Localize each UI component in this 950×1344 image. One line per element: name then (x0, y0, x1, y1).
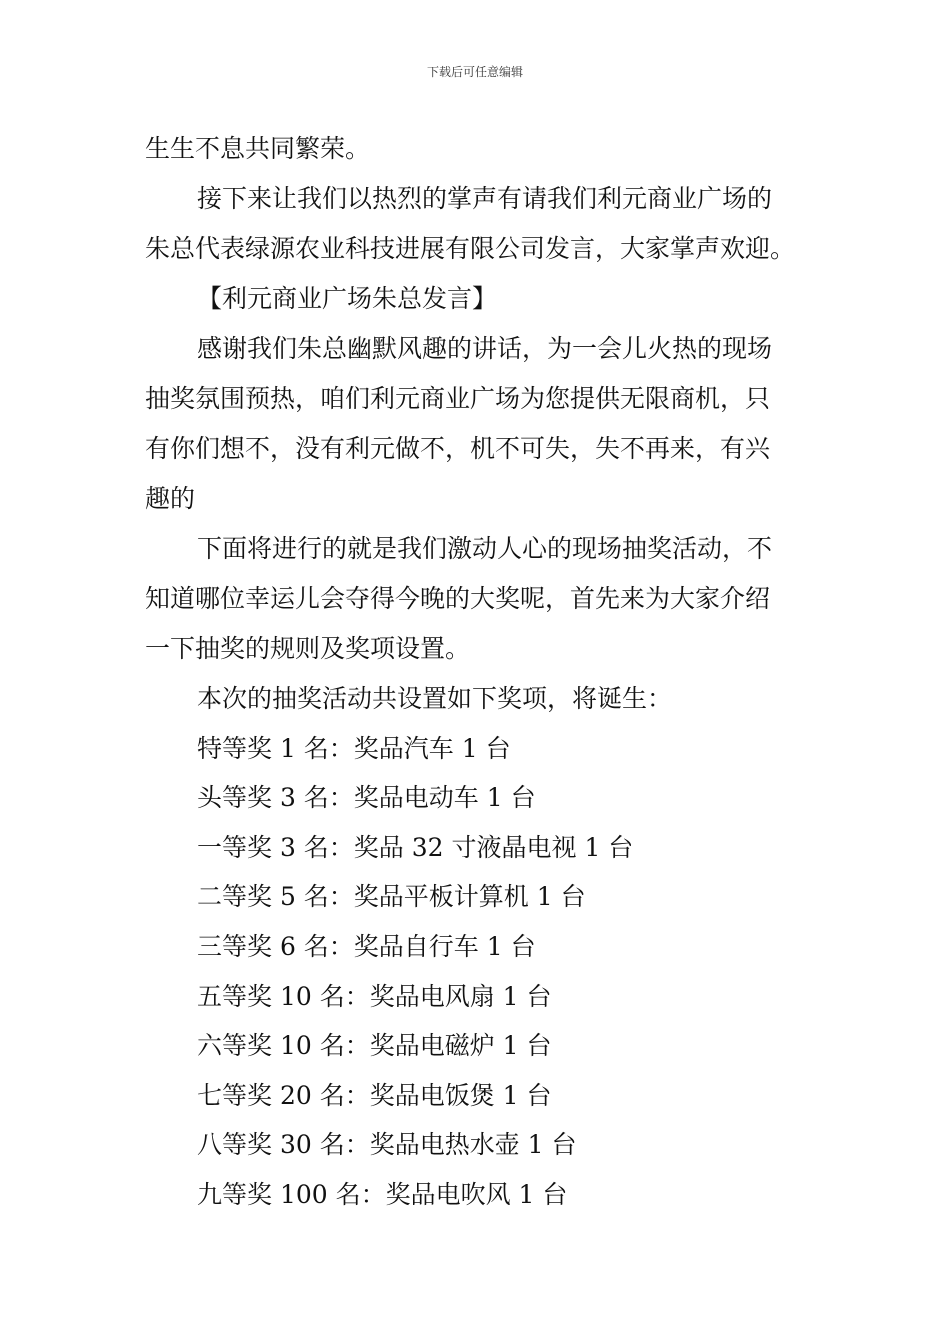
paragraph-line: 知道哪位幸运儿会夺得今晚的大奖呢，首先来为大家介绍 (145, 584, 771, 613)
paragraph-line: 【利元商业广场朱总发言】 (197, 284, 498, 313)
prize-item: 头等奖 3 名：奖品电动车 1 台 (197, 783, 536, 813)
paragraph-line: 抽奖氛围预热，咱们利元商业广场为您提供无限商机，只 (145, 384, 771, 413)
prize-item: 特等奖 1 名：奖品汽车 1 台 (197, 733, 511, 763)
prize-item: 七等奖 20 名：奖品电饭煲 1 台 (197, 1080, 552, 1110)
paragraph-line: 有你们想不，没有利元做不，机不可失，失不再来，有兴 (145, 434, 771, 463)
prize-item: 五等奖 10 名：奖品电风扇 1 台 (197, 981, 552, 1011)
paragraph-line: 生生不息共同繁荣。 (145, 134, 371, 163)
page-header: 下载后可任意编辑 (426, 65, 523, 79)
prize-item: 九等奖 100 名：奖品电吹风 1 台 (197, 1179, 568, 1209)
prize-list (145, 674, 810, 1220)
prize-intro: 本次的抽奖活动共设置如下奖项，将诞生： (197, 684, 673, 713)
paragraph-line: 下面将进行的就是我们激动人心的现场抽奖活动，不 (197, 534, 773, 563)
document-body (145, 124, 810, 1220)
paragraph-line: 朱总代表绿源农业科技进展有限公司发言，大家掌声欢迎。 (145, 234, 796, 263)
paragraph-line: 一下抽奖的规则及奖项设置。 (145, 634, 471, 663)
paragraph-speech-note (145, 274, 810, 324)
prize-item: 六等奖 10 名：奖品电磁炉 1 台 (197, 1031, 552, 1061)
prize-item: 一等奖 3 名：奖品 32 寸液晶电视 1 台 (197, 832, 634, 862)
paragraph-line: 感谢我们朱总幽默风趣的讲话，为一会儿火热的现场 (197, 334, 773, 363)
prize-item: 三等奖 6 名：奖品自行车 1 台 (197, 931, 536, 961)
paragraph-closing (145, 124, 810, 174)
paragraph-line: 接下来让我们以热烈的掌声有请我们利元商业广场的 (197, 184, 773, 213)
prize-item: 二等奖 5 名：奖品平板计算机 1 台 (197, 882, 586, 912)
prize-item: 八等奖 30 名：奖品电热水壶 1 台 (197, 1130, 577, 1160)
paragraph-lottery-intro (145, 524, 810, 674)
paragraph-thanks (145, 324, 810, 524)
paragraph-invite-speaker (145, 174, 810, 274)
paragraph-line: 趣的 (145, 484, 196, 513)
